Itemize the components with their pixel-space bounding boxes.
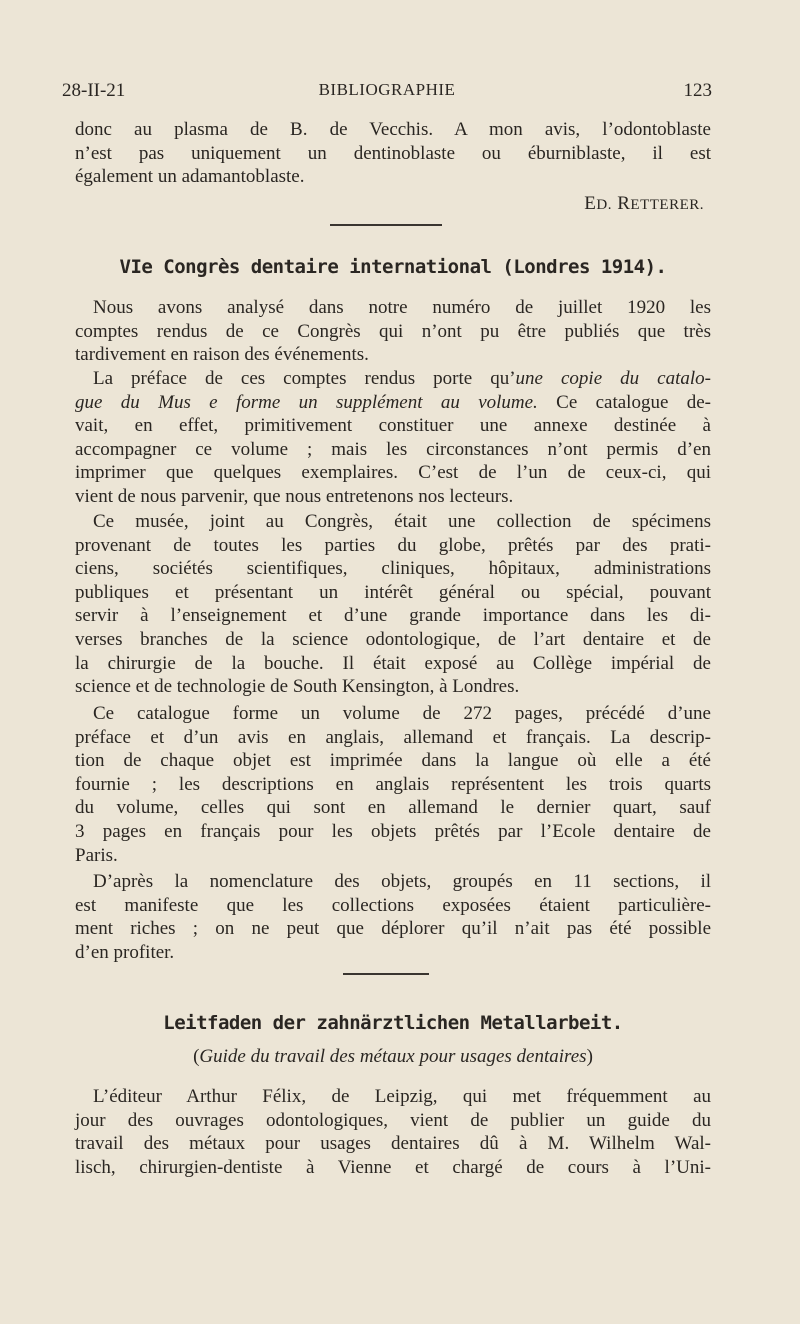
text-line: 3 pages en français pour les objets prêtés par l’Ecole dentaire de <box>75 820 711 842</box>
text-line: vait, en effet, primitivement constituer une annexe destinée à <box>75 415 711 437</box>
author-signature: ED. RETTERER. <box>584 193 704 214</box>
text-line: La préface de ces comptes rendus porte qu’une copie du catalo- <box>93 368 711 389</box>
intro-paragraph <box>75 118 711 189</box>
text-line: préface et d’un avis en anglais, allemand et français. La descrip- <box>75 726 711 748</box>
text-line: tardivement en raison des événements. <box>75 344 369 366</box>
text-line: provenant de toutes les parties du globe, prêtés par des prati- <box>75 534 711 556</box>
text-line: imprimer que quelques exemplaires. C’est de l’un de ceux-ci, qui <box>75 462 711 484</box>
paragraph-2 <box>75 367 711 509</box>
running-head-title: BIBLIOGRAPHIE <box>318 80 456 99</box>
text-line: L’éditeur Arthur Félix, de Leipzig, qui met fréquemment au <box>93 1086 711 1107</box>
paragraph-4 <box>75 702 711 867</box>
text-line: travail des métaux pour usages dentaires dû à M. Wilhelm Wal- <box>75 1133 711 1155</box>
text-line: Nous avons analysé dans notre numéro de juillet 1920 les <box>93 297 711 318</box>
text-line: vient de nous parvenir, que nous entretenons nos lecteurs. <box>75 485 514 507</box>
paragraph-6 <box>75 1085 711 1179</box>
running-head <box>62 80 712 106</box>
text-line: accompagner ce volume ; mais les circonstances n’ont permis d’en <box>75 438 711 460</box>
page-number: 123 <box>683 80 712 101</box>
section-divider <box>330 224 442 226</box>
text-line: d’en profiter. <box>75 941 175 963</box>
text-line: comptes rendus de ce Congrès qui n’ont pu être publiés que très <box>75 320 711 342</box>
text-line: publiques et présentant un intérêt général ou spécial, pouvant <box>75 581 711 603</box>
text-line: gue du Mus e forme un supplément au volume. Ce catalogue de- <box>75 391 711 413</box>
paragraph-1 <box>75 296 711 367</box>
text-line: également un adamantoblaste. <box>75 166 305 188</box>
text-line: ment riches ; on ne peut que déplorer qu’il n’ait pas été possible <box>75 918 711 940</box>
text-line: Ce musée, joint au Congrès, était une collection de spécimens <box>93 511 711 532</box>
paragraph-3 <box>75 510 711 699</box>
text-line: fournie ; les descriptions en anglais représentent les trois quarts <box>75 773 711 795</box>
text-line: lisch, chirurgien-dentiste à Vienne et chargé de cours à l’Uni- <box>75 1156 711 1178</box>
section-heading-leitfaden: Leitfaden der zahnärztlichen Metallarbeit. <box>163 1012 623 1034</box>
text-line: donc au plasma de B. de Vecchis. A mon avis, l’odontoblaste <box>75 119 711 140</box>
text-line: Ce catalogue forme un volume de 272 pages, précédé d’une <box>93 703 711 724</box>
text-line: du volume, celles qui sont en allemand le dernier quart, sauf <box>75 797 711 819</box>
text-line: n’est pas uniquement un dentinoblaste ou éburniblaste, il est <box>75 142 711 164</box>
running-head-date: 28-II-21 <box>62 80 126 101</box>
section-divider <box>343 973 429 975</box>
text-line: science et de technologie de South Kensington, à Londres. <box>75 676 520 698</box>
text-line: D’après la nomenclature des objets, groupés en 11 sections, il <box>93 871 711 892</box>
text-line: est manifeste que les collections exposées étaient particulière- <box>75 894 711 916</box>
section-subtitle: (Guide du travail des métaux pour usages dentaires) <box>193 1046 593 1067</box>
section-heading-congres: VIe Congrès dentaire international (Londres 1914). <box>119 256 667 278</box>
paragraph-5 <box>75 870 711 964</box>
text-line: la chirurgie de la bouche. Il était exposé au Collège impérial de <box>75 652 711 674</box>
text-line: ciens, sociétés scientifiques, cliniques, hôpitaux, administrations <box>75 558 711 580</box>
text-line: servir à l’enseignement et d’une grande importance dans les di- <box>75 605 711 627</box>
text-line: jour des ouvrages odontologiques, vient de publier un guide du <box>75 1109 711 1131</box>
text-line: Paris. <box>75 844 118 866</box>
text-line: tion de chaque objet est imprimée dans la langue où elle a été <box>75 750 711 772</box>
text-line: verses branches de la science odontologique, de l’art dentaire et de <box>75 628 711 650</box>
